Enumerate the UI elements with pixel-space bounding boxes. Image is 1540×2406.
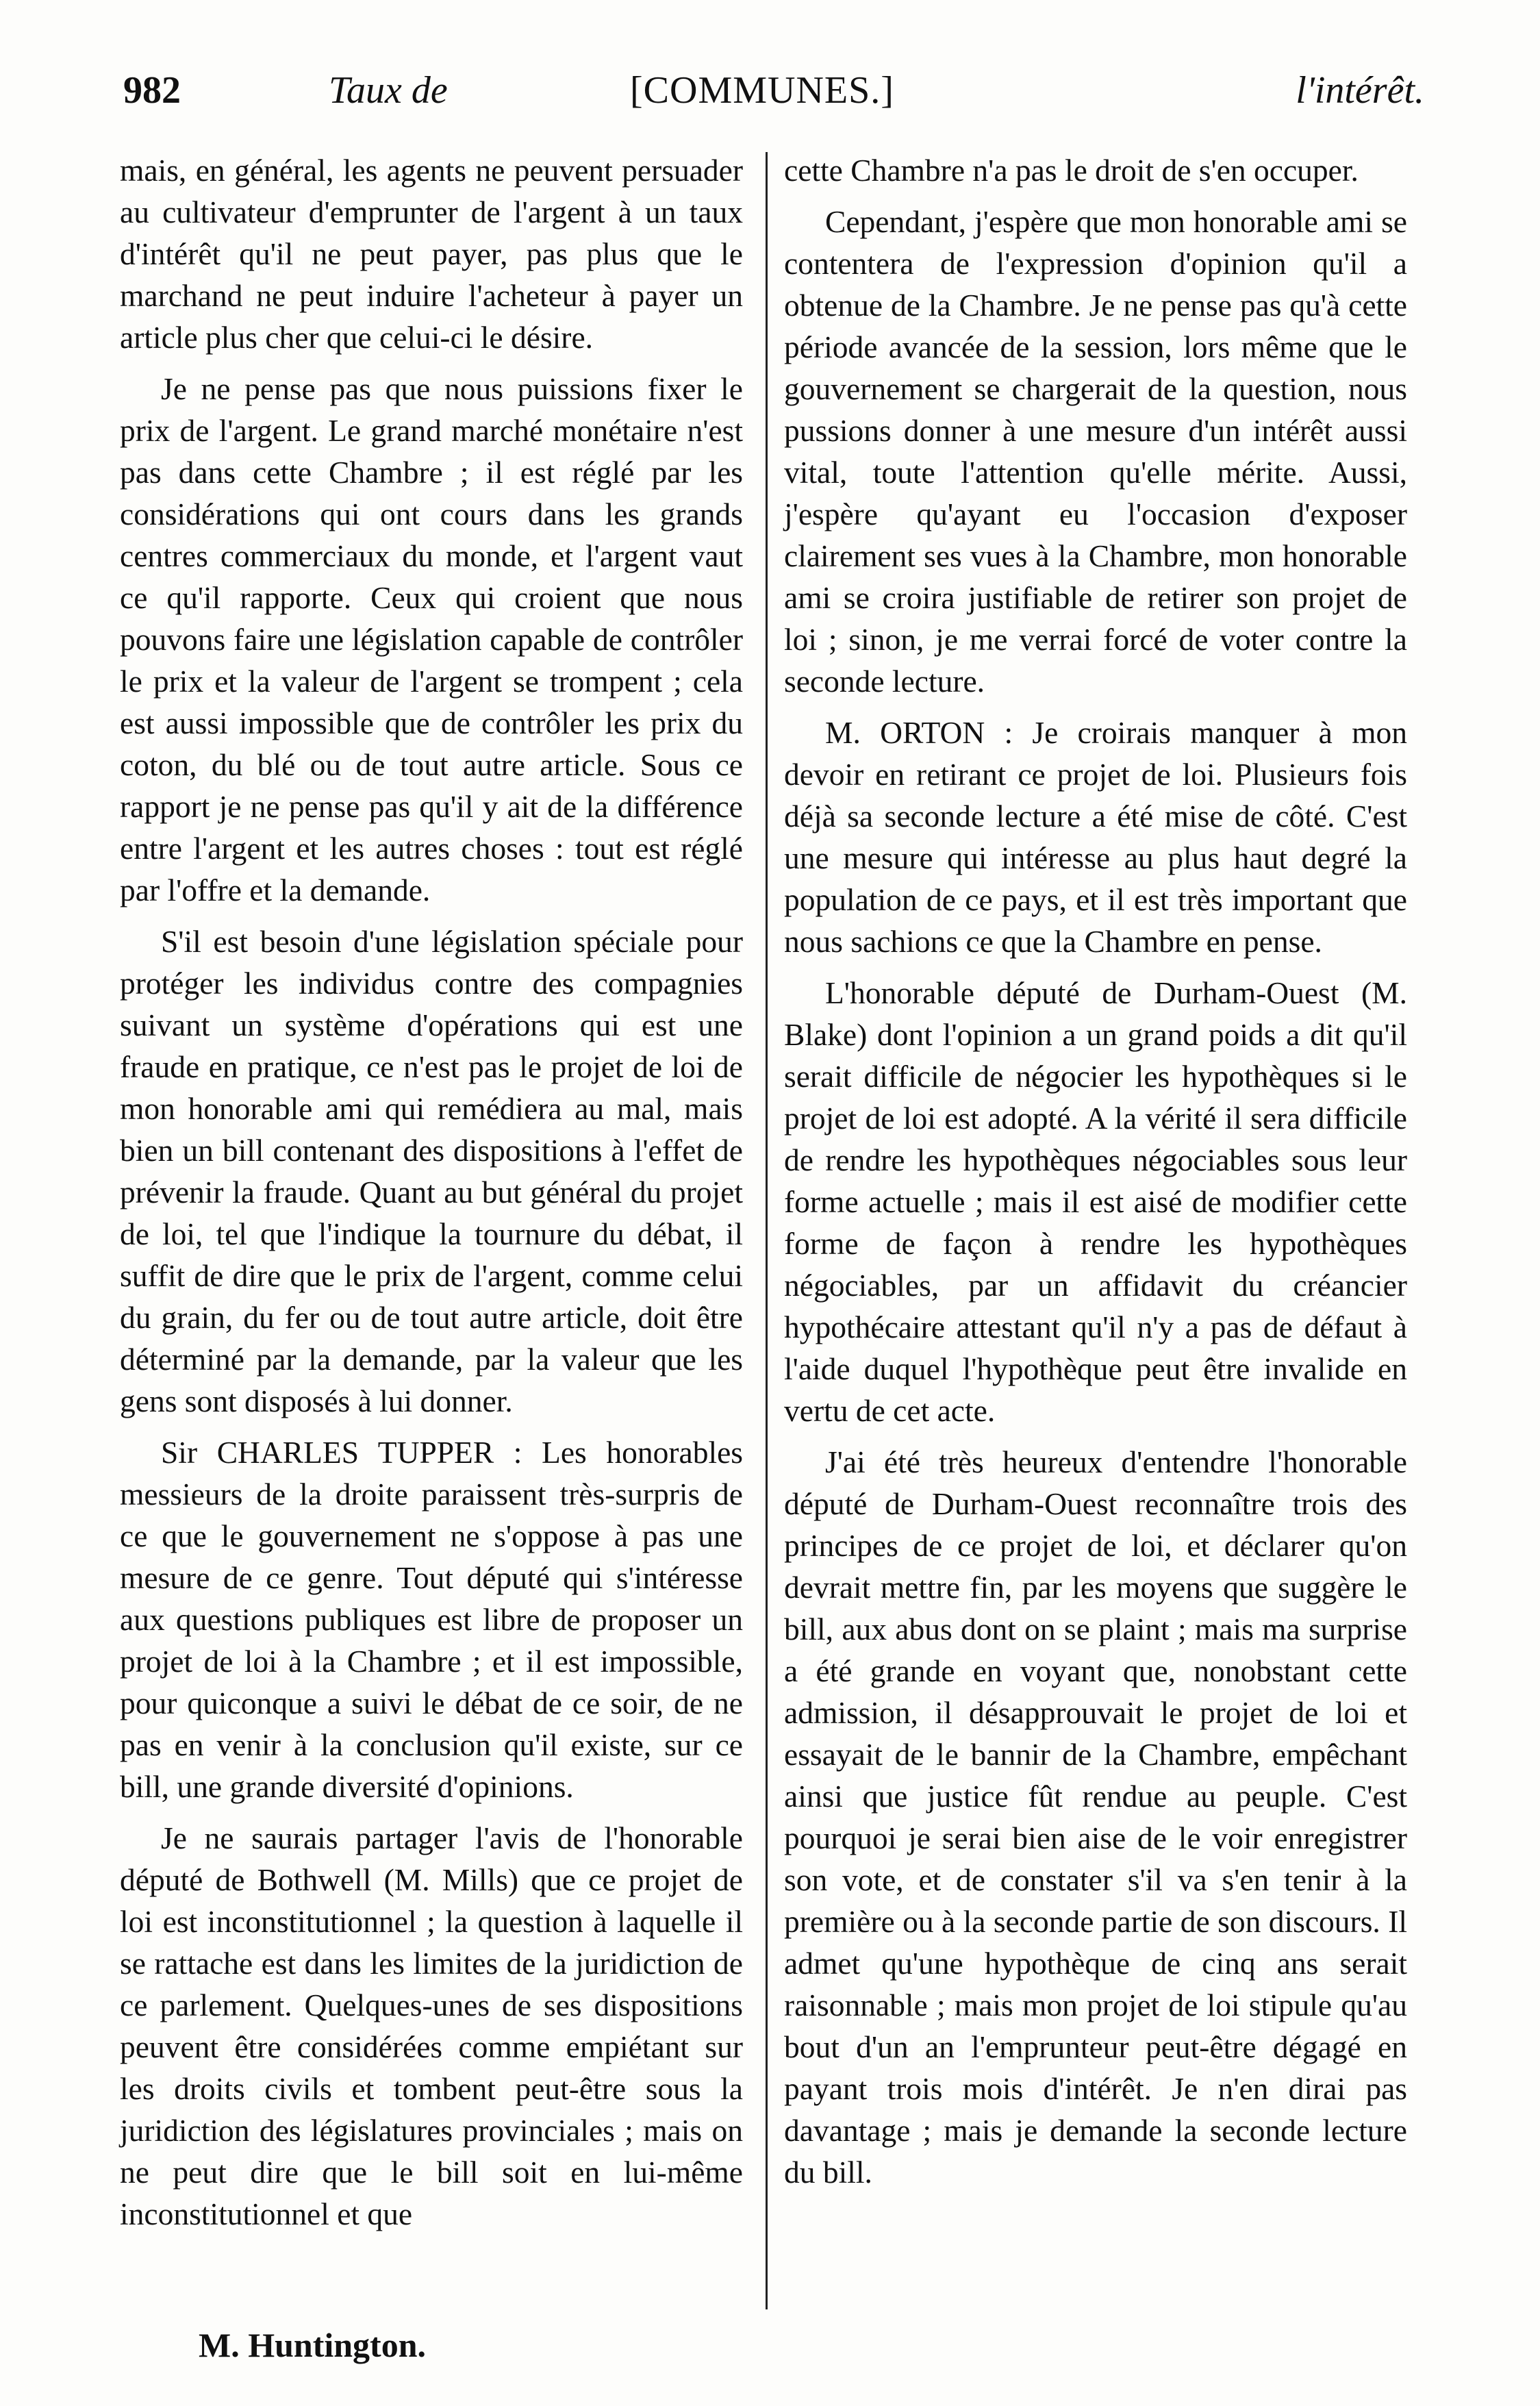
paragraph: Je ne pense pas que nous puissions fixer le prix de l'argent. Le grand marché monétaire n'est pas dans cette Chambre ; il est réglé par les considérations qui ont cours dans les grands centres commerciaux du monde, et l'argent vaut ce qu'il rapporte. Ceux qui croient que nous pouvons faire une législation capable de contrôler le prix et la valeur de l'argent se trompent ; cela est aussi impossible que de contrôler les prix du coton, du blé ou de tout autre article. Sous ce rapport je ne pense pas qu'il y ait de la différence entre l'argent et les autres choses : tout est réglé par l'offre et la demande.: [120, 371, 743, 907]
paragraph: L'honorable député de Durham-Ouest (M. Blake) dont l'opinion a un grand poids a dit qu'il serait difficile de négocier les hypothèques si le projet de loi est adopté. A la vérité il sera difficile de rendre les hypothèques négociables sous leur forme actuelle ; mais il est aisé de modifier cette forme de façon à rendre les hypothèques négociables, par un affidavit du créancier hypothécaire attestant qu'il n'y a pas de défaut à l'aide duquel l'hypothèque peut être invalide en vertu de cet acte.: [784, 975, 1407, 1428]
paragraph-text: Je croirais manquer à mon devoir en retirant ce projet de loi. Plusieurs fois déjà sa seconde lecture a été mise de côté. C'est une mesure qui intéresse au plus haut degré la population de ce pays, et il est très important que nous sachions ce que la Chambre en pense.: [784, 715, 1407, 959]
paragraph: cette Chambre n'a pas le droit de s'en occuper.: [784, 153, 1359, 188]
paragraph: [120, 1431, 743, 1807]
page-number: 982: [123, 69, 181, 112]
paragraph: mais, en général, les agents ne peuvent persuader au cultivateur d'emprunter de l'argent à un taux d'intérêt qu'il ne peut payer, pas plus que le marchand ne peut induire l'acheteur à payer un article plus cher que celui-ci le désire.: [120, 153, 743, 355]
column-divider: [766, 152, 768, 2309]
header-right-title: l'intérêt.: [1296, 69, 1424, 112]
paragraph: S'il est besoin d'une législation spéciale pour protéger les individus contre des compagnies suivant un système d'opérations qui est une fraude en pratique, ce n'est pas le projet de loi de mon honorable ami qui remédiera au mal, mais bien un bill contenant des dispositions à l'effet de prévenir la fraude. Quant au but général du projet de loi, tel que l'indique la tournure du débat, il suffit de dire que le prix de l'argent, comme celui du grain, du fer ou de tout autre article, doit être déterminé par la demande, par la valeur que les gens sont disposés à lui donner.: [120, 924, 743, 1418]
catchword: M. Huntington.: [199, 2326, 427, 2364]
paragraph: Cependant, j'espère que mon honorable ami se contentera de l'expression d'opinion qu'il a obtenue de la Chambre. Je ne pense pas qu'à cette période avancée de la session, lors même que le gouvernement se chargerait de la question, nous pussions donner à une mesure d'un intérêt aussi vital, toute l'attention qu'elle mérite. Aussi, j'espère qu'ayant eu l'occasion d'exposer clairement ses vues à la Chambre, mon honorable ami se croira justifiable de retirer son projet de loi ; sinon, je me verrai forcé de voter contre la seconde lecture.: [784, 204, 1407, 699]
paragraph-text: Les honorables messieurs de la droite paraissent très-surpris de ce que le gouvernement ne s'oppose à pas une mesure de ce genre. Tout député qui s'intéresse aux questions publiques est libre de proposer un projet de loi à la Chambre ; et il est impossible, pour quiconque a suivi le débat de ce soir, de ne pas en venir à la conclusion qu'il existe, sur ce bill, une grande diversité d'opinions.: [120, 1435, 743, 1804]
speaker-name: M. ORTON :: [825, 715, 1013, 750]
left-column: [120, 149, 743, 2244]
speaker-name: Sir CHARLES TUPPER :: [161, 1435, 522, 1470]
paragraph: [784, 712, 1407, 962]
header-left-title: Taux de: [329, 69, 448, 112]
paragraph: J'ai été très heureux d'entendre l'honorable député de Durham-Ouest reconnaître trois des principes de ce projet de loi, et déclarer qu'on devrait mettre fin, par les moyens que suggère le bill, aux abus dont on se plaint ; mais ma surprise a été grande en voyant que, nonobstant cette admission, il désapprouvait le projet de loi et essayait de le bannir de la Chambre, empêchant ainsi que justice fût rendue au peuple. C'est pourquoi je serai bien aise de le voir enregistrer son vote, et de constater s'il va s'en tenir à la première ou à la seconde partie de son discours. Il admet qu'une hypothèque de cinq ans serait raisonnable ; mais mon projet de loi stipule qu'au bout d'un an l'emprunteur peut-être dégagé en payant trois mois d'intérêt. Je n'en dirai pas davantage ; mais je demande la seconde lecture du bill.: [784, 1444, 1407, 2190]
header-center-title: [COMMUNES.]: [630, 69, 894, 112]
running-header: [123, 68, 1424, 130]
paragraph: Je ne saurais partager l'avis de l'honorable député de Bothwell (M. Mills) que ce projet de loi est inconstitutionnel ; la question à laquelle il se rattache est dans les limites de la juridiction de ce parlement. Quelques-unes de ses dispositions peuvent être considérées comme empiétant sur les droits civils et tombent peut-être sous la juridiction des législatures provinciales ; mais on ne peut dire que le bill soit en lui-même inconstitutionnel et que: [120, 1820, 743, 2231]
right-column: [784, 149, 1407, 2203]
